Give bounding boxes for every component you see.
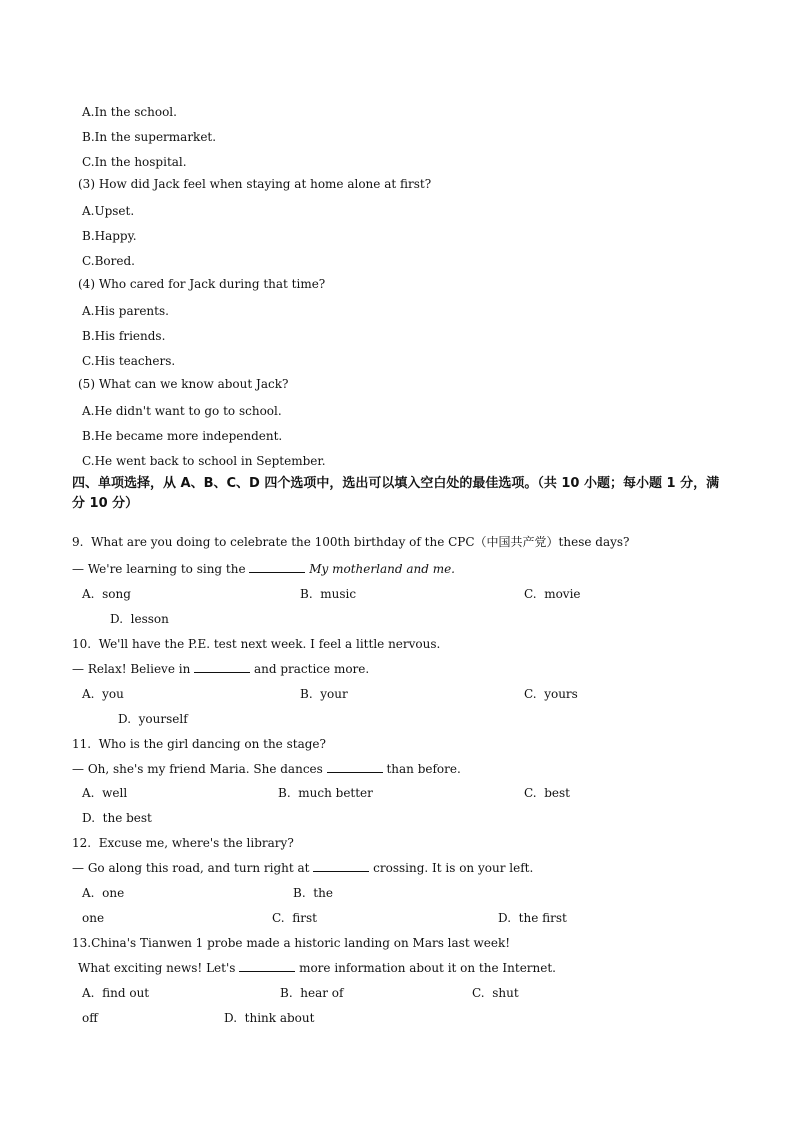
option-c: C.He went back to school in September.	[82, 454, 326, 468]
question-9-stem: 9. What are you doing to celebrate the 100th birthday of the CPC（中国共产党）these days?	[72, 535, 630, 549]
reply-text: — Relax! Believe in	[72, 662, 191, 676]
option-a: A. song	[82, 587, 131, 601]
question-11-reply	[72, 762, 461, 776]
option-c: C. yours	[524, 687, 578, 701]
option-d: D. think about	[224, 1011, 315, 1025]
section-heading: 四、单项选择，从 A、B、C、D 四个选项中，选出可以填入空白处的最佳选项。（共 10 小题；每小题 1 分，满分 10 分）	[72, 476, 720, 511]
answer-blank	[239, 961, 295, 972]
option-c: C.In the hospital.	[82, 155, 187, 169]
reply-italic-text: My motherland and me.	[309, 562, 455, 576]
question-5-stem: (5) What can we know about Jack?	[78, 377, 289, 391]
option-a: A. one	[82, 886, 125, 900]
option-b: B. the	[293, 886, 333, 900]
reply-text: crossing. It is on your left.	[373, 861, 534, 875]
option-d: D. yourself	[118, 712, 188, 726]
question-3-stem: (3) How did Jack feel when staying at home alone at first?	[78, 177, 432, 191]
reply-text: — Oh, she's my friend Maria. She dances	[72, 762, 323, 776]
reply-text: — We're learning to sing the	[72, 562, 246, 576]
option-d: D. the first	[498, 911, 567, 925]
option-b: B.In the supermarket.	[82, 130, 217, 144]
answer-blank	[249, 562, 305, 573]
option-a: A.Upset.	[82, 204, 135, 218]
option-c: C.Bored.	[82, 254, 135, 268]
question-11-stem: 11. Who is the girl dancing on the stage?	[72, 737, 326, 751]
question-13-reply	[78, 961, 556, 975]
option-c: C. movie	[524, 587, 581, 601]
option-c: C. shut	[472, 986, 519, 1000]
question-9-reply	[72, 562, 455, 576]
option-b: B.Happy.	[82, 229, 137, 243]
option-b: B.His friends.	[82, 329, 166, 343]
option-b: B. hear of	[280, 986, 344, 1000]
option-a: A. find out	[82, 986, 150, 1000]
answer-blank	[194, 662, 250, 673]
option-c-continued: off	[82, 1011, 98, 1025]
option-b: B. music	[300, 587, 357, 601]
answer-blank	[313, 861, 369, 872]
reply-text: than before.	[386, 762, 461, 776]
option-a: A.In the school.	[82, 105, 177, 119]
question-10-stem: 10. We'll have the P.E. test next week. I feel a little nervous.	[72, 637, 441, 651]
answer-blank	[327, 762, 383, 773]
option-a: A.He didn't want to go to school.	[82, 404, 282, 418]
reply-text: and practice more.	[253, 662, 370, 676]
option-b: B. much better	[278, 786, 373, 800]
question-13-stem: 13.China's Tianwen 1 probe made a historic landing on Mars last week!	[72, 936, 511, 950]
option-a: A.His parents.	[82, 304, 169, 318]
option-b: B. your	[300, 687, 348, 701]
reply-text: more information about it on the Internet.	[299, 961, 556, 975]
reply-text: What exciting news! Let's	[78, 961, 236, 975]
reply-text: — Go along this road, and turn right at	[72, 861, 310, 875]
option-c: C.His teachers.	[82, 354, 176, 368]
question-10-reply	[72, 662, 369, 676]
option-c: C. best	[524, 786, 570, 800]
option-a: A. you	[82, 687, 124, 701]
option-d: D. the best	[82, 811, 152, 825]
option-c: C. first	[272, 911, 317, 925]
question-12-reply	[72, 861, 533, 875]
option-a: A. well	[82, 786, 128, 800]
question-12-stem: 12. Excuse me, where's the library?	[72, 836, 294, 850]
question-4-stem: (4) Who cared for Jack during that time?	[78, 277, 326, 291]
option-b: B.He became more independent.	[82, 429, 283, 443]
option-d: D. lesson	[110, 612, 169, 626]
option-b-continued: one	[82, 911, 105, 925]
